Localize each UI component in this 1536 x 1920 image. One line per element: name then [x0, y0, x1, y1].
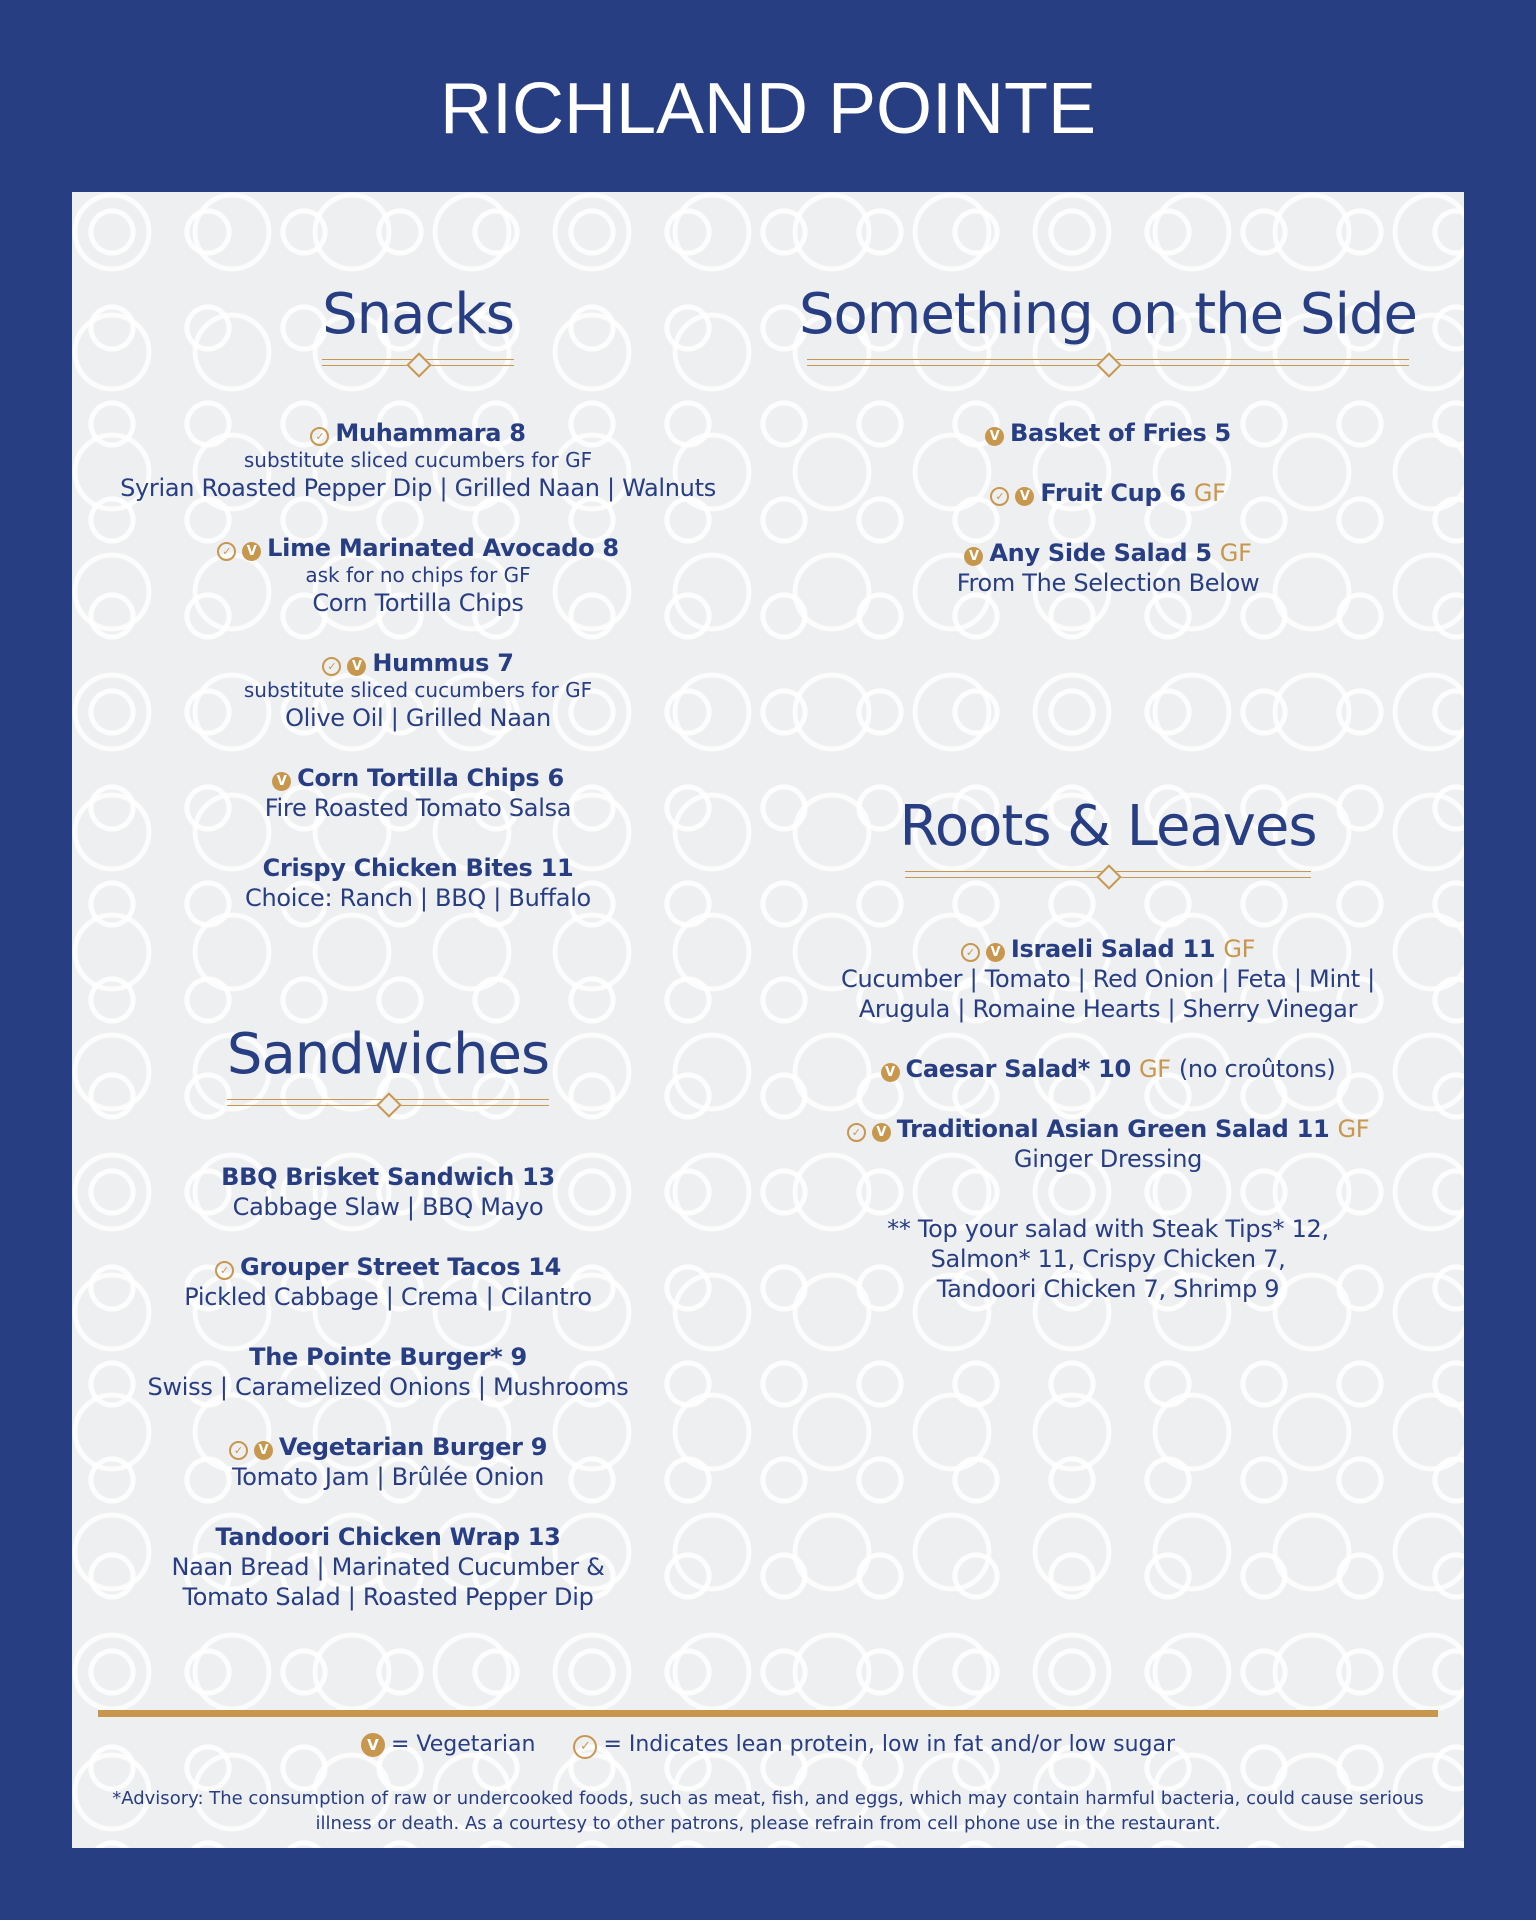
item-desc: Choice: Ranch | BBQ | Buffalo: [245, 883, 591, 912]
section-divider: [905, 868, 1311, 890]
advisory-line: *Advisory: The consumption of raw or undercooked foods, such as meat, fish, and eggs, which may contain harmful bacteria, could cause serious: [112, 1788, 1424, 1809]
item-name: Israeli Salad 11: [1010, 934, 1216, 963]
vegetarian-icon: V: [986, 943, 1005, 962]
salad-toppings: [752, 1214, 1464, 1304]
item-desc: Syrian Roasted Pepper Dip | Grilled Naan | Walnuts: [120, 473, 716, 502]
snacks-section: [72, 284, 764, 913]
menu-item: [72, 648, 764, 733]
lean-protein-icon: ✓: [990, 487, 1009, 506]
item-name: The Pointe Burger* 9: [249, 1342, 527, 1371]
vegetarian-icon: V: [985, 427, 1004, 446]
item-name: Grouper Street Tacos 14: [239, 1252, 562, 1281]
menu-item: [72, 1162, 734, 1222]
menu-item: [752, 1114, 1464, 1174]
advisory-line: illness or death. As a courtesy to other patrons, please refrain from cell phone use in the restaurant.: [315, 1813, 1221, 1835]
item-name: Corn Tortilla Chips 6: [297, 763, 564, 792]
menu-item: [752, 538, 1464, 598]
item-name: Vegetarian Burger 9: [278, 1432, 548, 1461]
lean-protein-icon: ✓: [229, 1441, 248, 1460]
diamond-ornament-icon: [1096, 864, 1121, 889]
item-desc: From The Selection Below: [956, 568, 1260, 597]
vegetarian-icon: V: [881, 1063, 900, 1082]
item-note: substitute sliced cucumbers for GF: [243, 447, 593, 472]
item-note: ask for no chips for GF: [305, 562, 531, 587]
menu-item: [72, 1342, 734, 1402]
item-name: Fruit Cup 6: [1040, 478, 1186, 507]
gluten-free-tag: GF: [1219, 538, 1252, 567]
sides-section: [752, 284, 1464, 598]
item-desc: Cucumber | Tomato | Red Onion | Feta | Mint |: [841, 964, 1375, 993]
section-divider: [227, 1096, 549, 1118]
legend-lean: = Indicates lean protein, low in fat and/or low sugar: [603, 1732, 1176, 1757]
item-desc: Olive Oil | Grilled Naan: [285, 703, 551, 732]
item-desc: Arugula | Romaine Hearts | Sherry Vinegar: [858, 994, 1358, 1023]
vegetarian-icon: V: [964, 547, 983, 566]
topping-line: Tandoori Chicken 7, Shrimp 9: [936, 1274, 1280, 1303]
lean-protein-icon: ✓: [310, 427, 329, 446]
diamond-ornament-icon: [406, 352, 431, 377]
menu-item: [752, 478, 1464, 508]
lean-protein-icon: ✓: [961, 943, 980, 962]
menu-item: [72, 763, 764, 823]
menu-item: [72, 1522, 734, 1612]
item-desc: Tomato Salad | Roasted Pepper Dip: [182, 1582, 594, 1611]
menu-item: [72, 853, 764, 913]
item-name: Tandoori Chicken Wrap 13: [215, 1522, 561, 1551]
menu-item: [752, 1054, 1464, 1084]
menu-item: [72, 533, 764, 618]
section-title-sides: Something on the Side: [798, 282, 1418, 347]
item-desc: Fire Roasted Tomato Salsa: [264, 793, 572, 822]
menu-item: [752, 418, 1464, 448]
item-name: Traditional Asian Green Salad 11: [896, 1114, 1330, 1143]
item-desc: Swiss | Caramelized Onions | Mushrooms: [147, 1372, 629, 1401]
vegetarian-icon: V: [272, 772, 291, 791]
section-divider: [807, 356, 1409, 378]
item-desc: Pickled Cabbage | Crema | Cilantro: [184, 1282, 592, 1311]
section-title-roots: Roots & Leaves: [899, 794, 1317, 859]
item-desc: Tomato Jam | Brûlée Onion: [231, 1462, 545, 1491]
item-name: Caesar Salad* 10: [905, 1054, 1131, 1083]
gluten-free-tag: GF: [1223, 934, 1256, 963]
item-name: Muhammara 8: [335, 418, 526, 447]
vegetarian-icon: V: [872, 1123, 891, 1142]
menu-item: [72, 418, 764, 503]
item-extra: (no croûtons): [1178, 1054, 1336, 1083]
menu-item: [752, 934, 1464, 1024]
gluten-free-tag: GF: [1337, 1114, 1370, 1143]
lean-protein-icon: ✓: [573, 1735, 597, 1759]
section-title-sandwiches: Sandwiches: [226, 1022, 550, 1087]
vegetarian-icon: V: [347, 657, 366, 676]
lean-protein-icon: ✓: [215, 1261, 234, 1280]
item-name: Lime Marinated Avocado 8: [267, 533, 619, 562]
sandwiches-section: [72, 1024, 734, 1612]
item-desc: Naan Bread | Marinated Cucumber &: [171, 1552, 605, 1581]
topping-line: ** Top your salad with Steak Tips* 12,: [887, 1214, 1329, 1243]
vegetarian-icon: V: [254, 1441, 273, 1460]
section-divider: [322, 356, 514, 378]
roots-section: [752, 796, 1464, 1304]
restaurant-name: RICHLAND POINTE: [439, 69, 1097, 149]
section-title-snacks: Snacks: [322, 282, 514, 347]
lean-protein-icon: ✓: [847, 1123, 866, 1142]
item-name: Any Side Salad 5: [989, 538, 1212, 567]
item-name: Crispy Chicken Bites 11: [262, 853, 574, 882]
gluten-free-tag: GF: [1138, 1054, 1171, 1083]
diamond-ornament-icon: [1096, 352, 1121, 377]
menu-panel: [72, 192, 1464, 1848]
legend-vegetarian: = Vegetarian: [390, 1732, 536, 1757]
vegetarian-icon: V: [1015, 487, 1034, 506]
item-name: Basket of Fries 5: [1010, 418, 1231, 447]
item-desc: Cabbage Slaw | BBQ Mayo: [232, 1192, 544, 1221]
diamond-ornament-icon: [376, 1092, 401, 1117]
lean-protein-icon: ✓: [217, 542, 236, 561]
item-desc: Corn Tortilla Chips: [312, 588, 524, 617]
icon-legend: [72, 1732, 1464, 1759]
item-name: BBQ Brisket Sandwich 13: [221, 1162, 555, 1191]
item-name: Hummus 7: [372, 648, 514, 677]
lean-protein-icon: ✓: [322, 657, 341, 676]
vegetarian-icon: V: [361, 1733, 385, 1757]
vegetarian-icon: V: [242, 542, 261, 561]
menu-item: [72, 1432, 734, 1492]
advisory-notice: [112, 1786, 1424, 1836]
gluten-free-tag: GF: [1193, 478, 1226, 507]
topping-line: Salmon* 11, Crispy Chicken 7,: [930, 1244, 1286, 1273]
item-note: substitute sliced cucumbers for GF: [243, 677, 593, 702]
footer-divider: [98, 1710, 1438, 1717]
menu-item: [72, 1252, 734, 1312]
item-desc: Ginger Dressing: [1013, 1144, 1203, 1173]
